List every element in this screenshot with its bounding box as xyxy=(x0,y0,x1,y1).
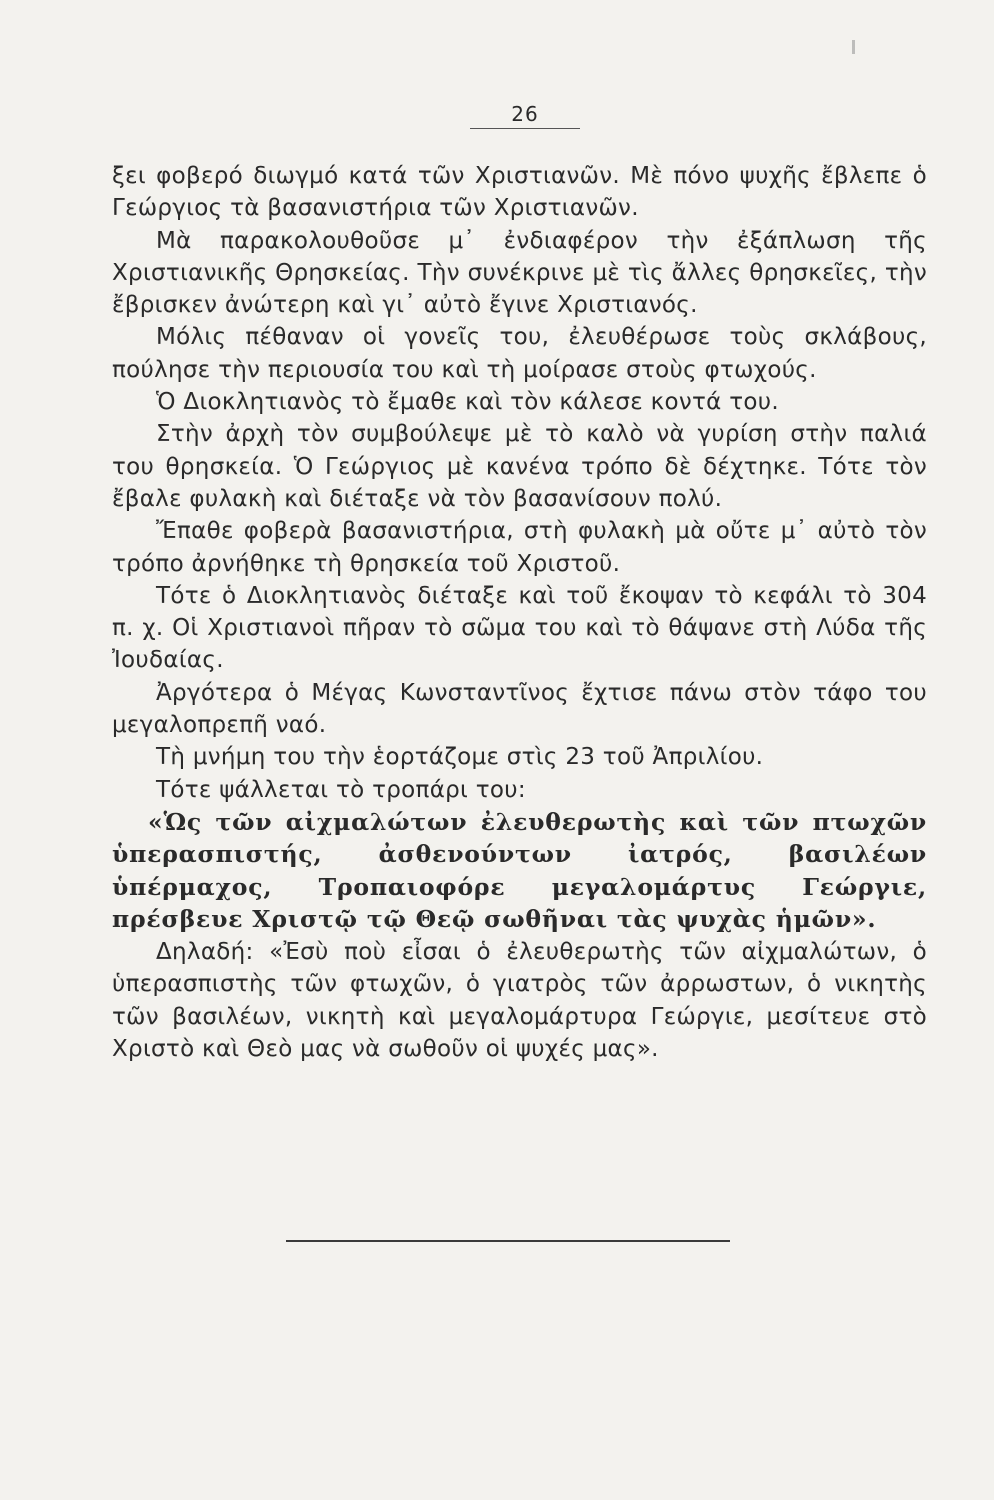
paragraph-7: Τότε ὁ Διοκλητιανὸς διέταξε καὶ τοῦ ἔκοψαν τὸ κεφάλι τὸ 304 π. χ. Οἱ Χριστιανοὶ πῆραν τὸ σῶμα του καὶ τὸ θάψανε στὴ Λύδα τῆς Ἰουδαίας. xyxy=(112,582,927,674)
page-number: 26 xyxy=(511,102,539,126)
paragraph-4: Ὁ Διοκλητιανὸς τὸ ἔμαθε καὶ τὸν κάλεσε κοντά του. xyxy=(156,389,779,416)
translation-paragraph: Δηλαδή: «Ἐσὺ ποὺ εἶσαι ὁ ἐλευθερωτὴς τῶν αἰχμαλώτων, ὁ ὑπερασπιστὴς τῶν φτωχῶν, ὁ γιατρὸς τῶν ἀρρωστων, ὁ νικητὴς τῶν βασιλέων, νικητὴ καὶ μεγαλομάρτυρα Γεώργιε, μεσίτευε στὸ Χριστὸ καὶ Θεὸ μας νὰ σωθοῦν οἱ ψυχές μας». xyxy=(112,938,927,1062)
paragraph-8: Ἀργότερα ὁ Μέγας Κωνσταντῖνος ἔχτισε πάνω στὸν τάφο του μεγαλοπρεπῆ ναό. xyxy=(112,679,927,739)
end-rule xyxy=(286,1240,730,1242)
paragraph-5: Στὴν ἀρχὴ τὸν συμβούλεψε μὲ τὸ καλὸ νὰ γυρίση στὴν παλιά του θρησκεία. Ὁ Γεώργιος μὲ κανένα τρόπο δὲ δέχτηκε. Τότε τὸν ἔβαλε φυλακὴ καὶ διέταξε νὰ τὸν βασανίσουν πολύ. xyxy=(112,421,927,512)
paragraph-6: Ἔπαθε φοβερὰ βασανιστήρια, στὴ φυλακὴ μὰ οὔτε μ᾽ αὐτὸ τὸν τρόπο ἀρνήθηκε τὴ θρησκεία τοῦ Χριστοῦ. xyxy=(112,518,927,577)
paper-speck xyxy=(852,40,855,54)
paragraph-1: ξει φοβερό διωγμό κατά τῶν Χριστιανῶν. Μὲ πόνο ψυχῆς ἔβλεπε ὁ Γεώργιος τὰ βασανιστήρια τῶν Χριστιανῶν. xyxy=(112,163,927,222)
paragraph-2: Μὰ παρακολουθοῦσε μ᾽ ἐνδιαφέρον τὴν ἐξάπλωση τῆς Χριστιανικῆς Θρησκείας. Τὴν συνέκρινε μὲ τὶς ἄλλες θρησκεῖες, τὴν ἔβρισκεν ἀνώτερη καὶ γι᾽ αὐτὸ ἔγινε Χριστιανός. xyxy=(112,227,927,319)
paragraph-3: Μόλις πέθαναν οἱ γονεῖς του, ἐλευθέρωσε τοὺς σκλάβους, πούλησε τὴν περιουσία του καὶ τὴ μοίρασε στοὺς φτωχούς. xyxy=(112,324,927,383)
body-text xyxy=(112,160,927,1065)
page-number-rule xyxy=(470,128,580,129)
hymn-text: «Ὡς τῶν αἰχμαλώτων ἐλευθερωτὴς καὶ τῶν πτωχῶν ὑπερασπιστής, ἀσθενούντων ἰατρός, βασιλέων ὑπέρμαχος, Τροπαιοφόρε μεγαλομάρτυς Γεώργιε, πρέσβευε Χριστῷ τῷ Θεῷ σωθῆναι τὰς ψυχὰς ἡμῶν». xyxy=(112,807,927,934)
paragraph-10: Τότε ψάλλεται τὸ τροπάρι του: xyxy=(156,776,526,803)
paragraph-9: Τὴ μνήμη του τὴν ἑορτάζομε στὶς 23 τοῦ Ἀπριλίου. xyxy=(156,744,764,771)
